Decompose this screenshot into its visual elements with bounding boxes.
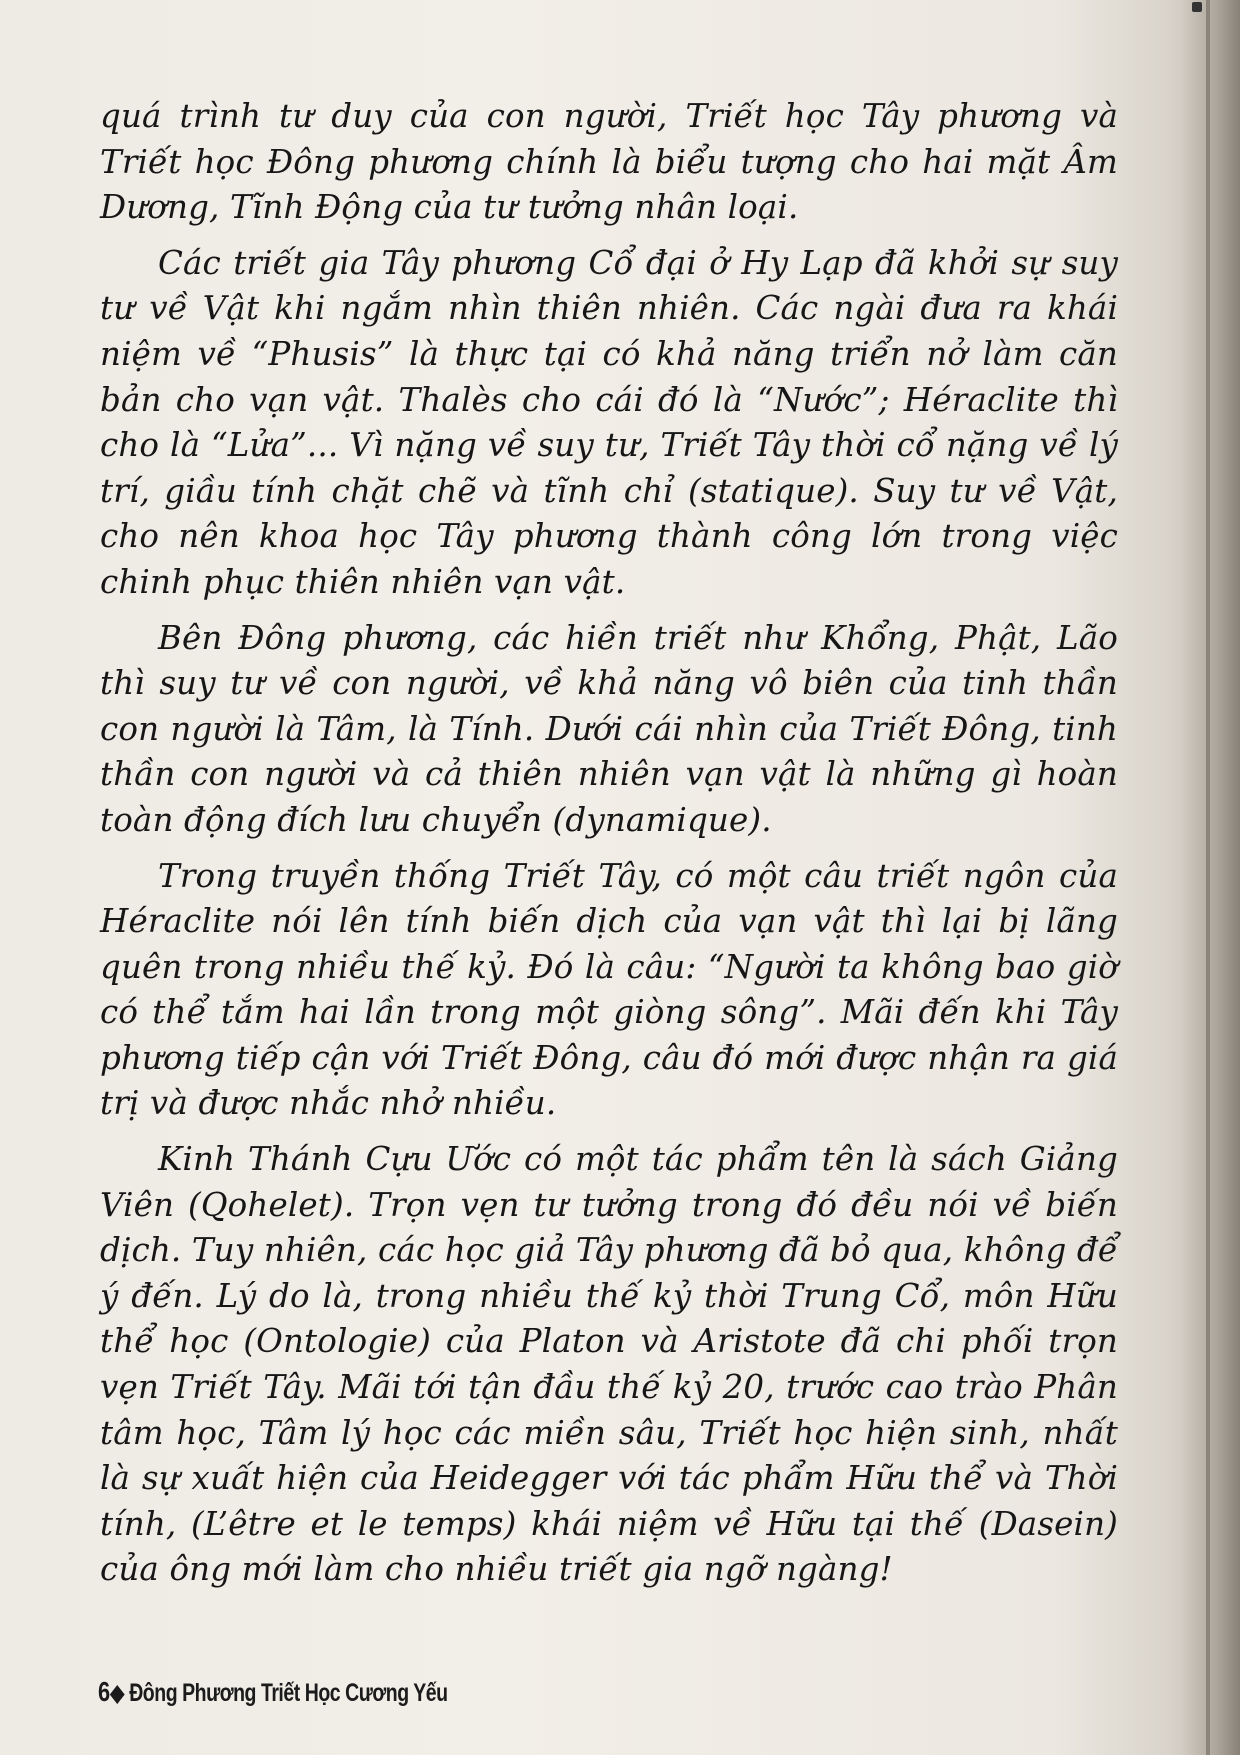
separator-diamond: ◆ <box>109 1679 125 1707</box>
book-title: Đông Phương Triết Học Cương Yếu <box>129 1679 448 1707</box>
spine-shadow <box>1180 0 1240 1755</box>
page-footer <box>98 1676 448 1708</box>
paragraph-1: quá trình tư duy của con người, Triết học Tây phương và Triết học Đông phương chính là biểu tượng cho hai mặt Âm Dương, Tĩnh Động của tư tưởng nhân loại. <box>100 97 1118 227</box>
spine-edge <box>1206 0 1210 1755</box>
corner-mark <box>1192 2 1202 12</box>
paragraph-3: Bên Đông phương, các hiền triết như Khổng, Phật, Lão thì suy tư về con người, về khả năng vô biên của tinh thần con người là Tâm, là Tính. Dưới cái nhìn của Triết Đông, tinh thần con người và cả thiên nhiên vạn vật là những gì hoàn toàn động đích lưu chuyển (dynamique). <box>100 618 1118 839</box>
paragraph-4: Trong truyền thống Triết Tây, có một câu triết ngôn của Héraclite nói lên tính biến dịch của vạn vật thì lại bị lãng quên trong nhiều thế kỷ. Đó là câu: “Người ta không bao giờ có thể tắm hai lần trong một giòng sông”. Mãi đến khi Tây phương tiếp cận với Triết Đông, câu đó mới được nhận ra giá trị và được nhắc nhở nhiều. <box>100 856 1118 1123</box>
paragraph-5: Kinh Thánh Cựu Ước có một tác phẩm tên là sách Giảng Viên (Qohelet). Trọn vẹn tư tưởng trong đó đều nói về biến dịch. Tuy nhiên, các học giả Tây phương đã bỏ qua, không để ý đến. Lý do là, trong nhiều thế kỷ thời Trung Cổ, môn Hữu thể học (Ontologie) của Platon và Aristote đã chi phối trọn vẹn Triết Tây. Mãi tới tận đầu thế kỷ 20, trước cao trào Phân tâm học, Tâm lý học các miền sâu, Triết học hiện sinh, nhất là sự xuất hiện của Heidegger với tác phẩm Hữu thể và Thời tính, (L’être et le temps) khái niệm về Hữu tại thế (Dasein) của ông mới làm cho nhiều triết gia ngỡ ngàng! <box>100 1140 1118 1589</box>
page-number: 6 <box>98 1676 110 1707</box>
body-text <box>100 94 1118 1603</box>
paragraph-2: Các triết gia Tây phương Cổ đại ở Hy Lạp đã khởi sự suy tư về Vật khi ngắm nhìn thiên nhiên. Các ngài đưa ra khái niệm về “Phusis” là thực tại có khả năng triển nở làm căn bản cho vạn vật. Thalès cho cái đó là “Nước”; Héraclite thì cho là “Lửa”... Vì nặng về suy tư, Triết Tây thời cổ nặng về lý trí, giầu tính chặt chẽ và tĩnh chỉ (statique). Suy tư về Vật, cho nên khoa học Tây phương thành công lớn trong việc chinh phục thiên nhiên vạn vật. <box>100 243 1118 601</box>
